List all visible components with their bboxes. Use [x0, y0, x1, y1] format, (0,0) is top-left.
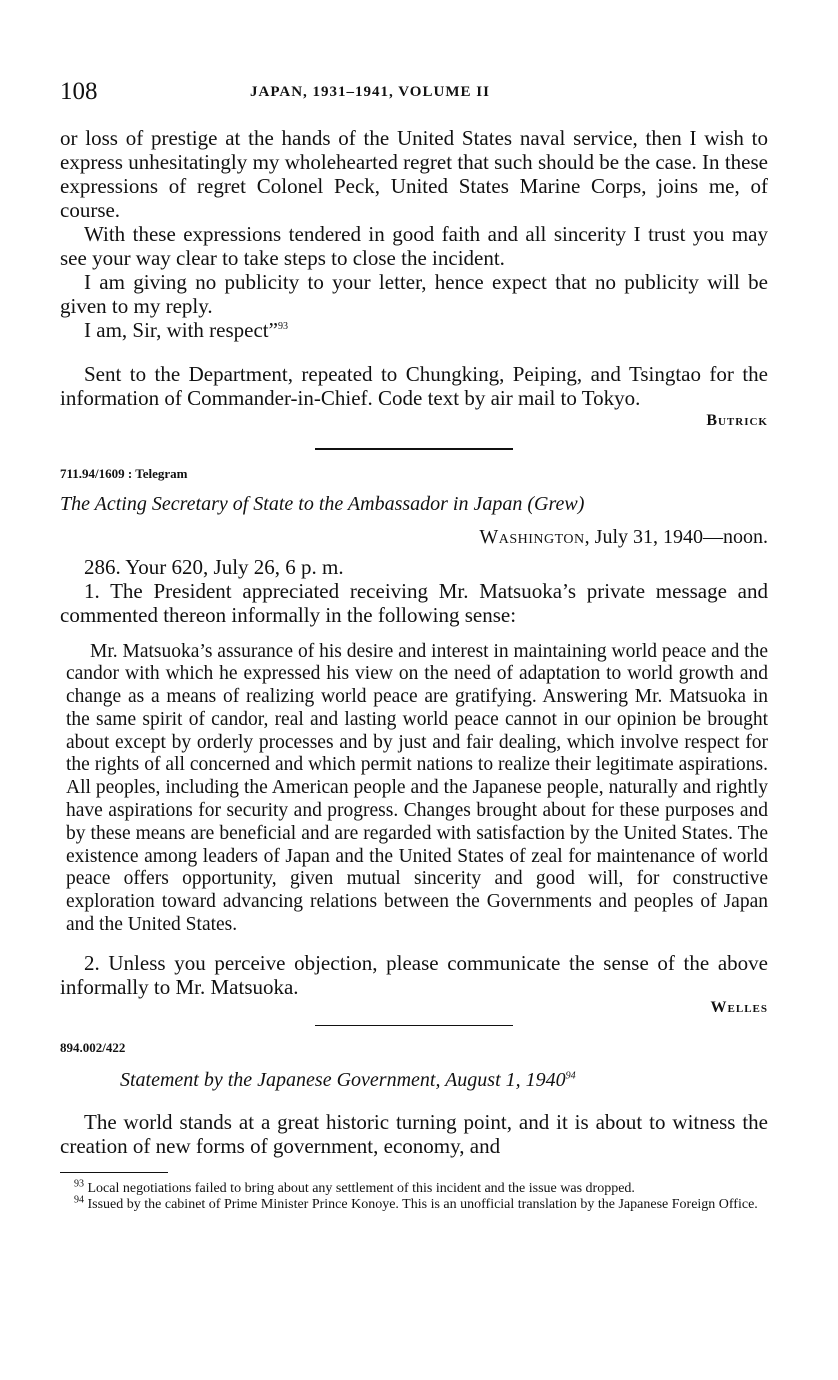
signature: Butrick [706, 412, 768, 429]
transmission-note: Sent to the Department, repeated to Chungking, Peiping, and Tsingtao for the information of Commander-in-Chief. Code text by air mail to Tokyo. [60, 362, 768, 410]
statement-section [60, 1040, 768, 1158]
letter-continuation [60, 126, 768, 430]
signature: Welles [710, 998, 768, 1016]
footnotes [60, 1178, 768, 1213]
heading-text: Statement by the Japanese Government, August 1, 1940 [120, 1069, 566, 1092]
paragraph: The world stands at a great historic turning point, and it is about to witness the creation of new forms of government, economy, and [60, 1110, 768, 1159]
dateline-place: Washington [479, 525, 585, 548]
document-page [60, 78, 768, 1213]
footnote-ref: 93 [277, 321, 288, 332]
dateline-date: , July 31, 1940—noon. [584, 525, 768, 548]
footnote-marker: 94 [74, 1194, 84, 1206]
paragraph: 286. Your 620, July 26, 6 p. m. [84, 554, 344, 579]
telegram-section [60, 466, 768, 1017]
paragraph: I am giving no publicity to your letter, hence expect that no publicity will be given to my reply. [60, 270, 768, 318]
dateline [60, 526, 768, 549]
closing-text: I am, Sir, with respect” [84, 318, 278, 342]
paragraph: With these expressions tendered in good faith and all sincerity I trust you may see your way clear to take steps to close the incident. [60, 222, 768, 270]
footnote-rule [60, 1172, 168, 1173]
running-title: JAPAN, 1931–1941, VOLUME II [250, 84, 490, 100]
paragraph: 2. Unless you perceive objection, please communicate the sense of the above informally to Mr. Matsuoka. [60, 950, 768, 999]
footnote-text: Local negotiations failed to bring about any settlement of this incident and the issue was dropped. [87, 1181, 635, 1197]
paragraph: or loss of prestige at the hands of the United States naval service, then I wish to express unhesitatingly my wholehearted regret that such should be the case. In these expressions of regret Colonel Peck, United States Marine Corps, joins me, of course. [60, 126, 768, 222]
file-reference: 894.002/422 [60, 1040, 126, 1056]
document-heading: The Acting Secretary of State to the Ambassador in Japan (Grew) [60, 492, 585, 515]
quoted-message: Mr. Matsuoka’s assurance of his desire and interest in maintaining world peace and the candor with which he expressed his view on the need of adaptation to world growth and change as a means of realizing world peace are gratifying. Answering Mr. Matsuoka in the same spirit of candor, real and lasting world peace cannot in our opinion be brought about except by orderly processes and by just and fair dealing, which involve respect for the rights of all concerned and which permit nations to realize their legitimate aspirations. All peoples, including the American people and the Japanese people, naturally and rightly have aspirations for security and progress. Changes brought about for these purposes and by these means are beneficial and are regarded with satisfaction by the United States. The existence among leaders of Japan and the United States of zeal for maintenance of world peace offers opportunity, given mutual sincerity and good will, for constructive exploration toward advancing relations between the Governments and peoples of Japan and the United States. [66, 640, 768, 936]
footnote [60, 1178, 768, 1197]
footnote-ref: 94 [565, 1070, 576, 1082]
letter-closing [60, 318, 768, 342]
section-divider [315, 1025, 513, 1027]
footnote-text: Issued by the cabinet of Prime Minister Prince Konoye. This is an unofficial translation by the Japanese Foreign Office. [87, 1197, 758, 1213]
file-reference: 711.94/1609 : Telegram [60, 465, 188, 481]
paragraph: 1. The President appreciated receiving Mr. Matsuoka’s private message and commented thereon informally in the following sense: [60, 578, 768, 627]
document-heading [60, 1068, 768, 1092]
footnote-marker: 93 [74, 1178, 84, 1190]
footnote [60, 1194, 768, 1213]
section-divider [315, 448, 513, 450]
page-number: 108 [60, 78, 98, 105]
page-header [60, 78, 768, 112]
